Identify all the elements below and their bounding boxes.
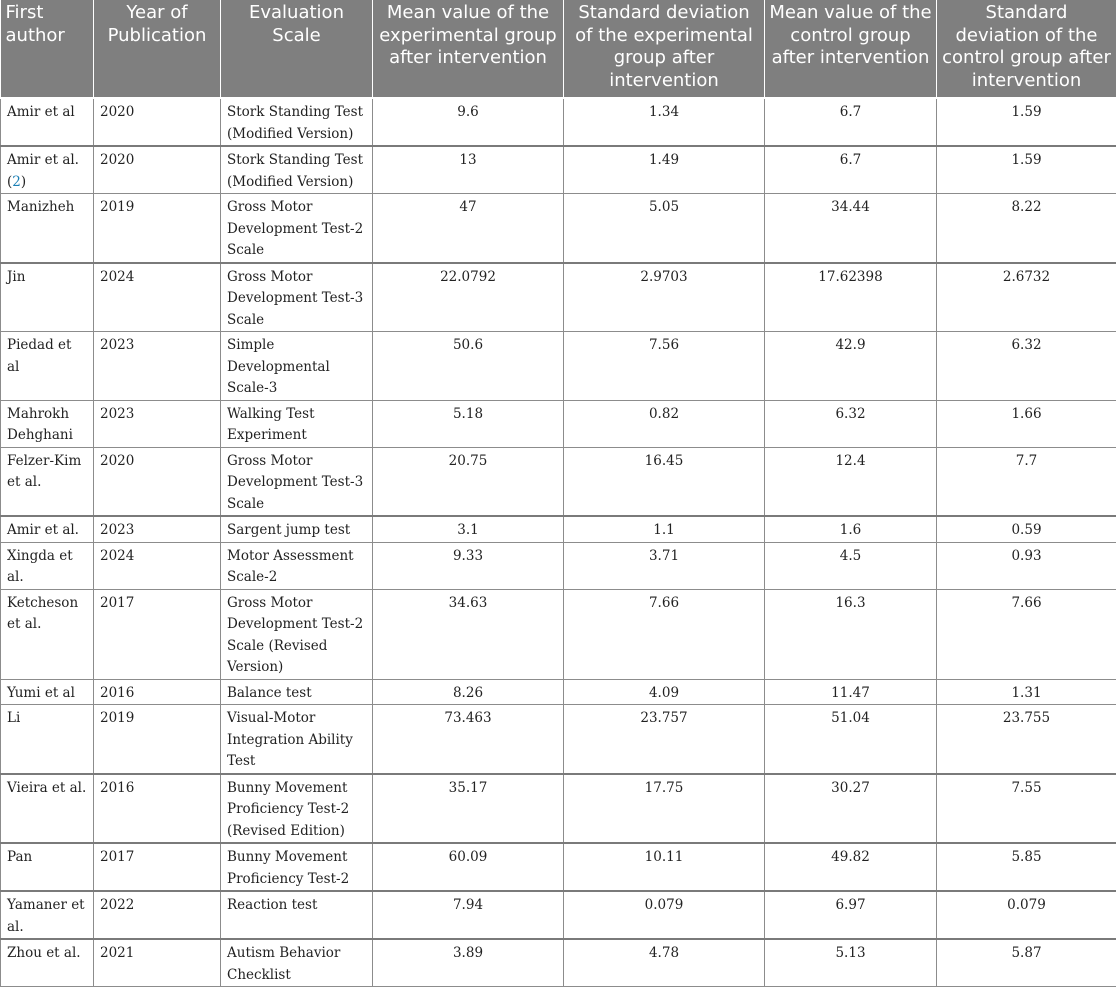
header-evaluation-scale: Evaluation Scale [221,0,373,98]
table-row [1,542,1116,589]
cell-exp-mean: 22.0792 [373,263,564,332]
cell-exp-sd: 2.9703 [564,263,765,332]
header-ctrl-sd: Standard deviation of the control group after intervention [937,0,1116,98]
cell-author: Jin [1,263,94,332]
cell-year: 2023 [94,400,221,447]
cell-author: Amir et al. (2) [1,146,94,194]
cell-year: 2019 [94,194,221,263]
cell-ctrl-mean: 34.44 [765,194,937,263]
cell-exp-mean: 47 [373,194,564,263]
cell-year: 2024 [94,542,221,589]
table-row [1,843,1116,891]
cell-author: Amir et al. [1,516,94,542]
cell-ctrl-sd: 7.66 [937,589,1116,679]
cell-exp-sd: 23.757 [564,705,765,774]
cell-exp-sd: 10.11 [564,843,765,891]
cell-exp-sd: 4.09 [564,679,765,705]
cell-ctrl-sd: 0.93 [937,542,1116,589]
cell-ctrl-mean: 11.47 [765,679,937,705]
header-ctrl-mean: Mean value of the control group after intervention [765,0,937,98]
cell-scale: Sargent jump test [221,516,373,542]
cell-year: 2017 [94,589,221,679]
cell-ctrl-sd: 7.55 [937,774,1116,844]
table-row [1,98,1116,146]
cell-ctrl-mean: 42.9 [765,332,937,401]
author-name: Amir et al. [7,152,79,168]
table-row [1,400,1116,447]
cell-exp-sd: 17.75 [564,774,765,844]
cell-scale: Gross Motor Development Test-2 Scale [221,194,373,263]
cell-exp-mean: 73.463 [373,705,564,774]
header-exp-sd: Standard deviation of the experimental group after intervention [564,0,765,98]
cell-exp-sd: 1.1 [564,516,765,542]
cell-author: Mahrokh Dehghani [1,400,94,447]
cell-author: Yamaner et al. [1,891,94,939]
table-row [1,146,1116,194]
cell-exp-mean: 35.17 [373,774,564,844]
cell-ctrl-sd: 1.31 [937,679,1116,705]
cell-year: 2017 [94,843,221,891]
table-row [1,263,1116,332]
cell-ctrl-sd: 1.66 [937,400,1116,447]
cell-author: Xingda et al. [1,542,94,589]
cell-scale: Visual-Motor Integration Ability Test [221,705,373,774]
cell-ctrl-sd: 1.59 [937,98,1116,146]
cell-ctrl-mean: 6.97 [765,891,937,939]
cell-scale: Bunny Movement Proficiency Test-2 [221,843,373,891]
cell-exp-sd: 16.45 [564,447,765,516]
header-first-author: First author [1,0,94,98]
cell-ctrl-mean: 1.6 [765,516,937,542]
cell-ctrl-sd: 1.59 [937,146,1116,194]
cell-exp-sd: 0.079 [564,891,765,939]
cell-scale: Reaction test [221,891,373,939]
cell-ctrl-mean: 4.5 [765,542,937,589]
cell-ctrl-sd: 5.87 [937,939,1116,987]
cell-exp-mean: 9.33 [373,542,564,589]
cell-exp-mean: 9.6 [373,98,564,146]
reference-link[interactable]: 2 [12,174,21,190]
cell-scale: Motor Assessment Scale-2 [221,542,373,589]
cell-exp-sd: 1.34 [564,98,765,146]
cell-exp-mean: 7.94 [373,891,564,939]
cell-exp-sd: 0.82 [564,400,765,447]
table-row [1,705,1116,774]
cell-scale: Autism Behavior Checklist [221,939,373,987]
cell-scale: Gross Motor Development Test-3 Scale [221,263,373,332]
cell-year: 2022 [94,891,221,939]
cell-author: Amir et al [1,98,94,146]
table-row [1,679,1116,705]
cell-scale: Simple Developmental Scale-3 [221,332,373,401]
cell-exp-sd: 7.66 [564,589,765,679]
cell-year: 2020 [94,98,221,146]
header-exp-mean: Mean value of the experimental group after intervention [373,0,564,98]
cell-exp-mean: 3.1 [373,516,564,542]
cell-author: Piedad et al [1,332,94,401]
cell-author: Felzer-Kim et al. [1,447,94,516]
cell-exp-sd: 3.71 [564,542,765,589]
cell-ctrl-mean: 16.3 [765,589,937,679]
cell-author: Li [1,705,94,774]
cell-year: 2024 [94,263,221,332]
cell-ctrl-mean: 51.04 [765,705,937,774]
cell-exp-mean: 5.18 [373,400,564,447]
table-row [1,891,1116,939]
cell-ctrl-mean: 6.7 [765,146,937,194]
cell-author: Zhou et al. [1,939,94,987]
cell-year: 2020 [94,146,221,194]
cell-ctrl-mean: 30.27 [765,774,937,844]
cell-scale: Stork Standing Test (Modified Version) [221,98,373,146]
cell-ctrl-mean: 49.82 [765,843,937,891]
cell-author: Pan [1,843,94,891]
table-row [1,194,1116,263]
cell-exp-mean: 3.89 [373,939,564,987]
cell-ctrl-sd: 7.7 [937,447,1116,516]
cell-scale: Gross Motor Development Test-2 Scale (Revised Version) [221,589,373,679]
cell-ctrl-sd: 5.85 [937,843,1116,891]
table-row [1,589,1116,679]
cell-ctrl-mean: 5.13 [765,939,937,987]
cell-ctrl-sd: 23.755 [937,705,1116,774]
cell-ctrl-mean: 6.32 [765,400,937,447]
cell-author: Ketcheson et al. [1,589,94,679]
cell-exp-mean: 60.09 [373,843,564,891]
table-row [1,516,1116,542]
cell-exp-sd: 1.49 [564,146,765,194]
cell-exp-mean: 50.6 [373,332,564,401]
cell-exp-mean: 34.63 [373,589,564,679]
table-row [1,939,1116,987]
cell-year: 2016 [94,679,221,705]
cell-year: 2023 [94,332,221,401]
cell-ctrl-sd: 0.079 [937,891,1116,939]
cell-ctrl-sd: 2.6732 [937,263,1116,332]
table-row [1,447,1116,516]
header-year: Year of Publication [94,0,221,98]
cell-year: 2023 [94,516,221,542]
cell-scale: Walking Test Experiment [221,400,373,447]
cell-exp-mean: 8.26 [373,679,564,705]
table-row [1,774,1116,844]
cell-year: 2020 [94,447,221,516]
cell-exp-sd: 7.56 [564,332,765,401]
cell-ctrl-mean: 12.4 [765,447,937,516]
cell-year: 2019 [94,705,221,774]
cell-exp-sd: 4.78 [564,939,765,987]
cell-exp-mean: 13 [373,146,564,194]
cell-exp-sd: 5.05 [564,194,765,263]
cell-exp-mean: 20.75 [373,447,564,516]
cell-scale: Balance test [221,679,373,705]
cell-ctrl-sd: 0.59 [937,516,1116,542]
cell-author: Vieira et al. [1,774,94,844]
cell-ctrl-sd: 8.22 [937,194,1116,263]
cell-ctrl-sd: 6.32 [937,332,1116,401]
table-row [1,332,1116,401]
cell-year: 2021 [94,939,221,987]
cell-year: 2016 [94,774,221,844]
cell-scale: Gross Motor Development Test-3 Scale [221,447,373,516]
table-header-row [1,0,1116,98]
cell-ctrl-mean: 6.7 [765,98,937,146]
cell-scale: Stork Standing Test (Modified Version) [221,146,373,194]
cell-ctrl-mean: 17.62398 [765,263,937,332]
cell-author: Manizheh [1,194,94,263]
cell-author: Yumi et al [1,679,94,705]
cell-scale: Bunny Movement Proficiency Test-2 (Revised Edition) [221,774,373,844]
